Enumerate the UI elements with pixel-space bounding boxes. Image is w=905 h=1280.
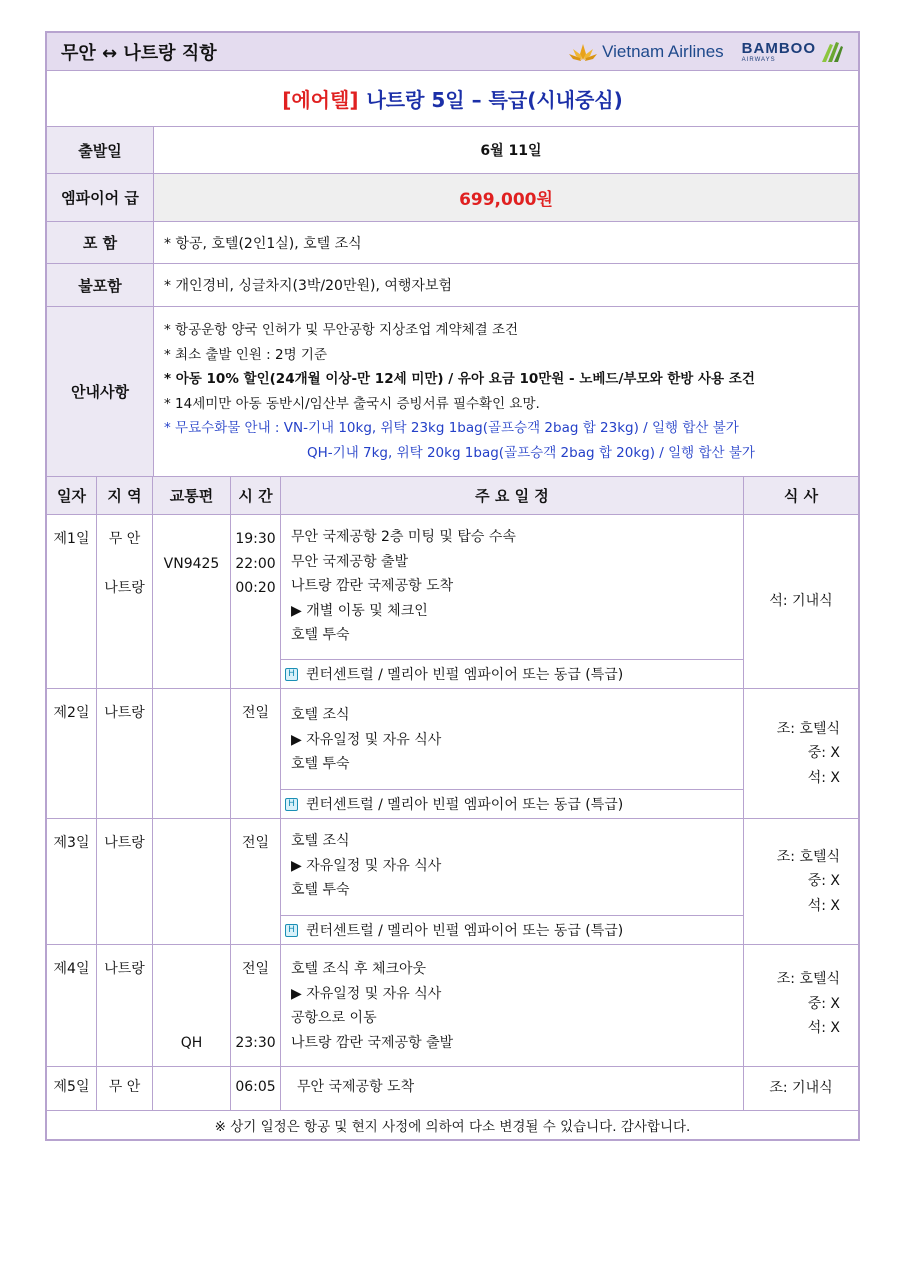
price-value: 699,000원 bbox=[154, 174, 858, 221]
itinerary-item: 무안 국제공항 출발 bbox=[291, 553, 409, 570]
include-label: 포 함 bbox=[47, 222, 154, 263]
bamboo-airways-logo bbox=[742, 40, 844, 64]
region: 나트랑 bbox=[104, 580, 145, 596]
hotel-icon: H bbox=[285, 798, 298, 811]
itinerary-item: 호텔 투숙 bbox=[291, 627, 350, 643]
flight-number: VN9425 bbox=[163, 555, 220, 572]
exclude-value: * 개인경비, 싱글차지(3박/20만원), 여행자보험 bbox=[164, 278, 452, 294]
hotel-name: 퀸터센트럴 / 멜리아 빈펄 엠파이어 또는 동급 (특급) bbox=[306, 667, 624, 683]
hotel-icon: H bbox=[285, 668, 298, 681]
notice-list bbox=[154, 307, 858, 476]
day-row bbox=[47, 1067, 858, 1111]
meal: 조: 호텔식 bbox=[776, 848, 840, 865]
hotel-line bbox=[281, 915, 743, 944]
meal: 석: X bbox=[807, 769, 840, 786]
meal-list bbox=[744, 967, 858, 1041]
itinerary-item: 호텔 조식 후 체크아웃 bbox=[291, 961, 427, 977]
product-title bbox=[47, 71, 858, 127]
airline-logos bbox=[568, 40, 844, 64]
region: 나트랑 bbox=[104, 705, 145, 721]
time: 19:30 bbox=[235, 531, 276, 547]
itinerary-sheet bbox=[45, 31, 860, 1141]
hotel-name: 퀸터센트럴 / 멜리아 빈펄 엠파이어 또는 동급 (특급) bbox=[306, 797, 624, 813]
itinerary-item: ▶ 자유일정 및 자유 식사 bbox=[291, 731, 442, 748]
schedule-header bbox=[47, 477, 858, 515]
region: 무 안 bbox=[108, 1079, 141, 1095]
meal: 중: X bbox=[807, 745, 840, 762]
itinerary-item: 무안 국제공항 2층 미팅 및 탑승 수속 bbox=[291, 529, 516, 545]
hotel-icon: H bbox=[285, 924, 298, 937]
notice-item: * 항공운항 양국 인허가 및 무안공항 지상조업 계약체결 조건 bbox=[164, 322, 519, 338]
day-label: 제1일 bbox=[53, 531, 90, 547]
day-label: 제2일 bbox=[53, 705, 90, 721]
day-row bbox=[47, 819, 858, 945]
itinerary-items bbox=[281, 819, 743, 915]
product-tag: [에어텔] bbox=[282, 88, 359, 112]
itinerary-item: 나트랑 깜란 국제공항 도착 bbox=[291, 578, 454, 594]
region: 나트랑 bbox=[104, 961, 145, 977]
itinerary-item: 호텔 투숙 bbox=[291, 882, 350, 898]
header-day: 일자 bbox=[47, 477, 97, 514]
itinerary-items bbox=[281, 1067, 743, 1110]
day-row bbox=[47, 515, 858, 689]
hotel-name: 퀸터센트럴 / 멜리아 빈펄 엠파이어 또는 동급 (특급) bbox=[306, 923, 624, 939]
departure-row bbox=[47, 127, 858, 174]
itinerary-item: 호텔 조식 bbox=[291, 707, 350, 723]
itinerary-item: ▶ 개별 이동 및 체크인 bbox=[291, 602, 428, 619]
time: 06:05 bbox=[235, 1079, 276, 1095]
itinerary-items bbox=[281, 515, 743, 659]
include-value: * 항공, 호텔(2인1실), 호텔 조식 bbox=[164, 235, 362, 252]
region: 무 안 bbox=[108, 531, 141, 547]
time: 전일 bbox=[241, 835, 270, 851]
notice-item: * 무료수화물 안내 : VN-기내 10kg, 위탁 23kg 1bag(골프승객 2bag 합 23kg) / 일행 합산 불가 bbox=[164, 420, 739, 436]
header-time: 시 간 bbox=[231, 477, 281, 514]
vietnam-airlines-text: Vietnam Airlines bbox=[602, 41, 724, 61]
region: 나트랑 bbox=[104, 835, 145, 851]
itinerary-item: ▶ 자유일정 및 자유 식사 bbox=[291, 985, 442, 1002]
footer-note: ※ 상기 일정은 항공 및 현지 사정에 의하여 다소 변경될 수 있습니다. 감사합니다. bbox=[214, 1119, 691, 1135]
exclude-row bbox=[47, 264, 858, 307]
notice-label: 안내사항 bbox=[47, 307, 154, 476]
header-itinerary: 주 요 일 정 bbox=[281, 477, 744, 514]
meal: 석: X bbox=[807, 897, 840, 914]
day-row bbox=[47, 689, 858, 819]
time: 전일 bbox=[241, 961, 270, 977]
exclude-label: 불포함 bbox=[47, 264, 154, 306]
day-row bbox=[47, 945, 858, 1067]
meal-list bbox=[744, 717, 858, 791]
day-label: 제5일 bbox=[53, 1079, 90, 1095]
hotel-line bbox=[281, 789, 743, 818]
time: 22:00 bbox=[235, 555, 276, 572]
bamboo-sub-text: AIRWAYS bbox=[741, 57, 776, 63]
itinerary-items bbox=[281, 945, 743, 1066]
itinerary-item: 호텔 조식 bbox=[291, 833, 350, 849]
bamboo-text: BAMBOO bbox=[741, 40, 816, 57]
lotus-logo-icon bbox=[568, 42, 598, 62]
hotel-line bbox=[281, 659, 743, 688]
itinerary-item: 무안 국제공항 도착 bbox=[297, 1079, 415, 1095]
header-bar bbox=[47, 33, 858, 71]
notice-item: * 아동 10% 할인(24개월 이상-만 12세 미만) / 유아 요금 10만원 - 노베드/부모와 한방 사용 조건 bbox=[164, 371, 755, 387]
itinerary-item: ▶ 자유일정 및 자유 식사 bbox=[291, 857, 442, 874]
bamboo-logo-icon bbox=[818, 40, 844, 64]
product-name: 나트랑 5일 – 특급(시내중심) bbox=[366, 88, 623, 112]
header-flight: 교통편 bbox=[153, 477, 231, 514]
meal: 중: X bbox=[807, 995, 840, 1012]
meal: 조: 기내식 bbox=[769, 1080, 833, 1097]
departure-value: 6월 11일 bbox=[480, 143, 542, 159]
time: 전일 bbox=[241, 705, 270, 721]
header-region: 지 역 bbox=[97, 477, 153, 514]
meal: 조: 호텔식 bbox=[776, 971, 840, 987]
meal: 조: 호텔식 bbox=[776, 720, 840, 737]
itinerary-items bbox=[281, 689, 743, 789]
itinerary-item: 호텔 투숙 bbox=[291, 756, 350, 772]
notice-item: QH-기내 7kg, 위탁 20kg 1bag(골프승객 2bag 합 20kg) / 일행 합산 불가 bbox=[307, 444, 755, 461]
meal: 중: X bbox=[807, 873, 840, 890]
meal: 석: X bbox=[807, 1020, 840, 1036]
price-row bbox=[47, 174, 858, 222]
route-title: 무안 ↔ 나트랑 직항 bbox=[61, 42, 217, 64]
price-label: 엠파이어 급 bbox=[47, 174, 154, 221]
include-row bbox=[47, 222, 858, 264]
meal: 석: 기내식 bbox=[769, 593, 833, 610]
header-meals: 식 사 bbox=[783, 487, 819, 505]
time: 23:30 bbox=[235, 1034, 276, 1051]
itinerary-item: 나트랑 깜란 국제공항 출발 bbox=[291, 1034, 454, 1051]
flight-number: QH bbox=[180, 1034, 203, 1051]
notice-row bbox=[47, 307, 858, 477]
vietnam-airlines-logo bbox=[568, 42, 724, 62]
itinerary-item: 공항으로 이동 bbox=[291, 1010, 377, 1026]
time: 00:20 bbox=[235, 580, 276, 596]
notice-item: * 14세미만 아동 동반시/임산부 출국시 증빙서류 필수확인 요망. bbox=[164, 395, 540, 412]
meal-list bbox=[744, 845, 858, 919]
notice-item: * 최소 출발 인원 : 2명 기준 bbox=[164, 346, 328, 363]
departure-label: 출발일 bbox=[47, 127, 154, 173]
day-label: 제3일 bbox=[53, 835, 90, 851]
day-label: 제4일 bbox=[53, 961, 90, 977]
